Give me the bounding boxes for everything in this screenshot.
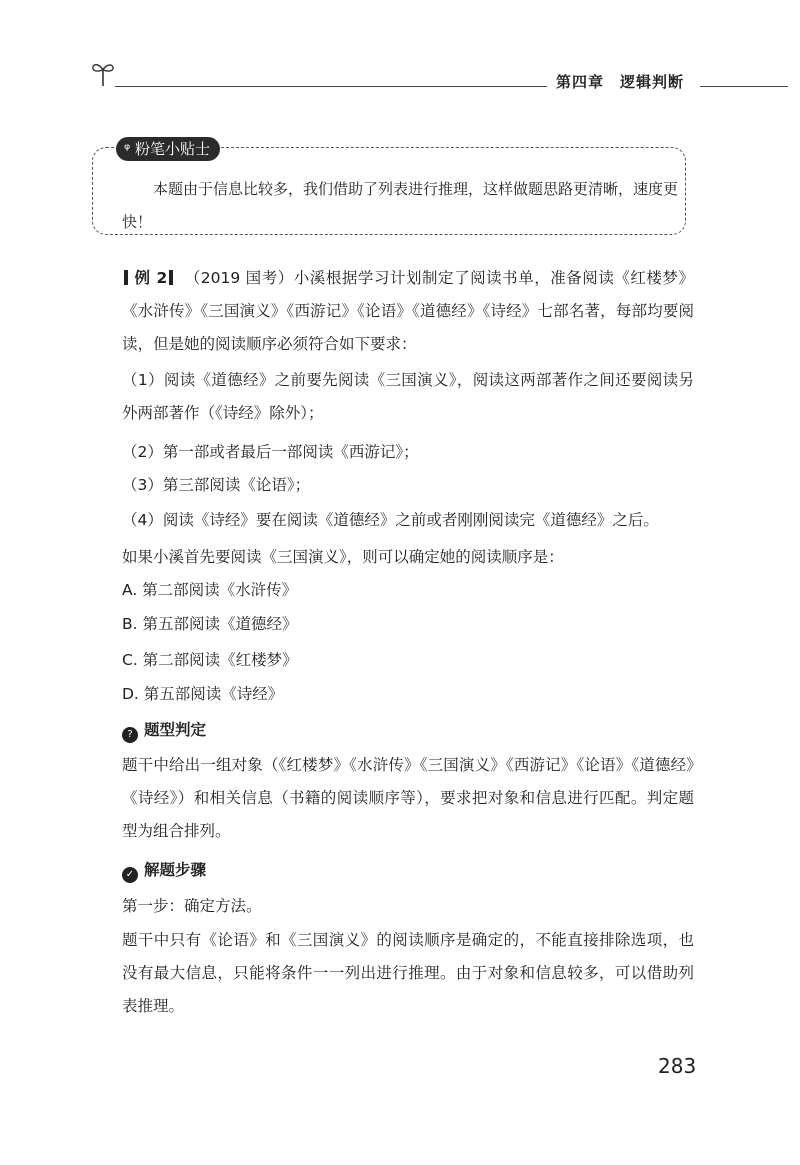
tip-label-text: 粉笔小贴士 xyxy=(135,140,211,158)
condition-4: （4）阅读《诗经》要在阅读《道德经》之前或者刚刚阅读完《道德经》之后。 xyxy=(122,511,659,529)
option-c: C. 第二部阅读《红楼梦》 xyxy=(122,651,298,669)
condition-3: （3）第三部阅读《论语》； xyxy=(122,476,311,494)
section-heading-type: ? 题型判定 xyxy=(122,718,206,743)
bracket-mark xyxy=(124,270,128,285)
header-rule xyxy=(115,86,547,87)
section-type-text: 题干中给出一组对象（《红楼梦》《水浒传》《三国演义》《西游记》《论语》《道德经》《诗经》）和相关信息（书籍的阅读顺序等），要求把对象和信息进行匹配。判定题型为组合排列。 xyxy=(122,756,694,840)
section-heading-steps: ✓ 解题步骤 xyxy=(122,858,206,883)
tip-text: 本题由于信息比较多，我们借助了列表进行推理，这样做题思路更清晰，速度更快！ xyxy=(122,180,679,231)
header-rule-right xyxy=(700,86,788,87)
example-intro: 例 2 （2019 国考）小溪根据学习计划制定了阅读书单，准备阅读《红楼梦》《水浒传》《三国演义》《西游记》《论语》《道德经》《诗经》七部名著，每部均要阅读，但是她的阅读顺序必须符合如下要求： xyxy=(122,269,694,353)
section-steps-text: 题干中只有《论语》和《三国演义》的阅读顺序是确定的，不能直接排除选项，也没有最大信息，只能将条件一一列出进行推理。由于对象和信息较多，可以借助列表推理。 xyxy=(122,931,694,1015)
step-1: 第一步：确定方法。 xyxy=(122,897,262,915)
bracket-mark xyxy=(169,270,173,285)
sprout-small-icon: ᵠ xyxy=(124,140,131,158)
option-a: A. 第二部阅读《水浒传》 xyxy=(122,581,298,599)
option-d: D. 第五部阅读《诗经》 xyxy=(122,685,284,703)
sprout-icon xyxy=(90,58,116,88)
tip-label xyxy=(116,137,220,161)
page-number: 283 xyxy=(658,1054,697,1078)
chapter-title: 第四章 逻辑判断 xyxy=(556,73,685,91)
option-b: B. 第五部阅读《道德经》 xyxy=(122,615,298,633)
question-badge-icon: ? xyxy=(122,727,138,743)
question: 如果小溪首先要阅读《三国演义》，则可以确定她的阅读顺序是： xyxy=(122,548,564,566)
check-badge-icon: ✓ xyxy=(122,867,138,883)
condition-1: （1）阅读《道德经》之前要先阅读《三国演义》，阅读这两部著作之间还要阅读另外两部著作（《诗经》除外）； xyxy=(122,371,694,422)
condition-2: （2）第一部或者最后一部阅读《西游记》； xyxy=(122,443,419,461)
